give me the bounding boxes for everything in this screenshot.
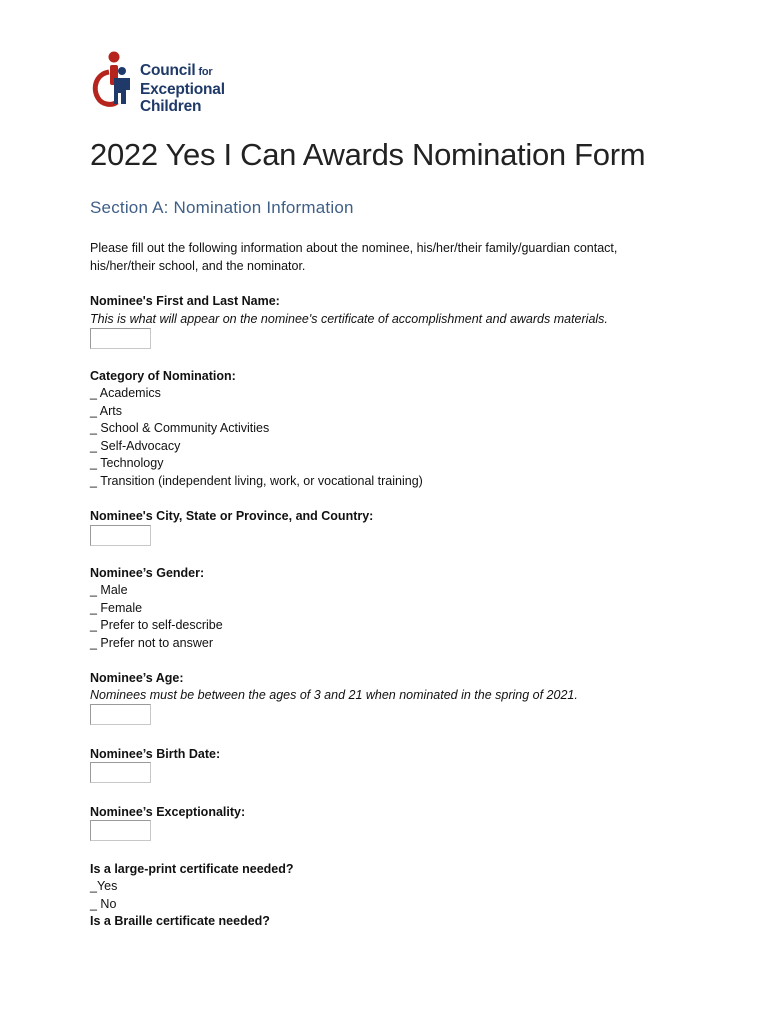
nominee-name-note: This is what will appear on the nominee's certificate of accomplishment and awards materials. <box>90 312 608 326</box>
large-print-option-no[interactable]: _ No <box>90 897 117 911</box>
page-title: 2022 Yes I Can Awards Nomination Form <box>90 137 646 172</box>
exceptionality-label: Nominee’s Exceptionality: <box>90 805 246 819</box>
logo-wordmark <box>140 62 225 115</box>
category-label: Category of Nomination: <box>90 369 236 383</box>
category-option-self-advocacy[interactable]: _ Self-Advocacy <box>90 439 181 453</box>
intro-line-2: his/her/their school, and the nominator. <box>90 259 306 273</box>
birth-date-field[interactable] <box>90 762 151 783</box>
large-print-label: Is a large-print certificate needed? <box>90 862 294 876</box>
category-option-academics[interactable]: _ Academics <box>90 386 161 400</box>
location-label: Nominee's City, State or Province, and Country: <box>90 509 374 523</box>
birth-date-label: Nominee’s Birth Date: <box>90 747 221 761</box>
category-option-arts[interactable]: _ Arts <box>90 404 122 418</box>
category-option-school-community[interactable]: _ School & Community Activities <box>90 421 270 435</box>
age-note: Nominees must be between the ages of 3 and 21 when nominated in the spring of 2021. <box>90 688 578 702</box>
age-label: Nominee’s Age: <box>90 671 184 685</box>
gender-option-no-answer[interactable]: _ Prefer not to answer <box>90 636 213 650</box>
exceptionality-field[interactable] <box>90 820 151 841</box>
nominee-name-label: Nominee's First and Last Name: <box>90 294 280 308</box>
logo-line-2: Exceptional <box>140 81 225 98</box>
nominee-name-field[interactable] <box>90 328 151 349</box>
age-field[interactable] <box>90 704 151 725</box>
logo-line-1: Council <box>140 62 196 79</box>
gender-option-female[interactable]: _ Female <box>90 601 143 615</box>
logo-line-3: Children <box>140 98 202 115</box>
intro-line-1: Please fill out the following information about the nominee, his/her/their family/guardian contact, <box>90 241 618 255</box>
gender-option-self-describe[interactable]: _ Prefer to self-describe <box>90 618 223 632</box>
cec-figure-icon <box>90 48 136 120</box>
category-option-transition[interactable]: _ Transition (independent living, work, or vocational training) <box>90 474 423 488</box>
gender-label: Nominee’s Gender: <box>90 566 205 580</box>
logo-line-1-small: for <box>198 66 213 78</box>
braille-label: Is a Braille certificate needed? <box>90 914 270 928</box>
gender-option-male[interactable]: _ Male <box>90 583 128 597</box>
section-title: Section A: Nomination Information <box>90 198 354 217</box>
cec-logo <box>90 48 250 120</box>
location-field[interactable] <box>90 525 151 546</box>
large-print-option-yes[interactable]: _Yes <box>90 879 118 893</box>
category-option-technology[interactable]: _ Technology <box>90 456 164 470</box>
